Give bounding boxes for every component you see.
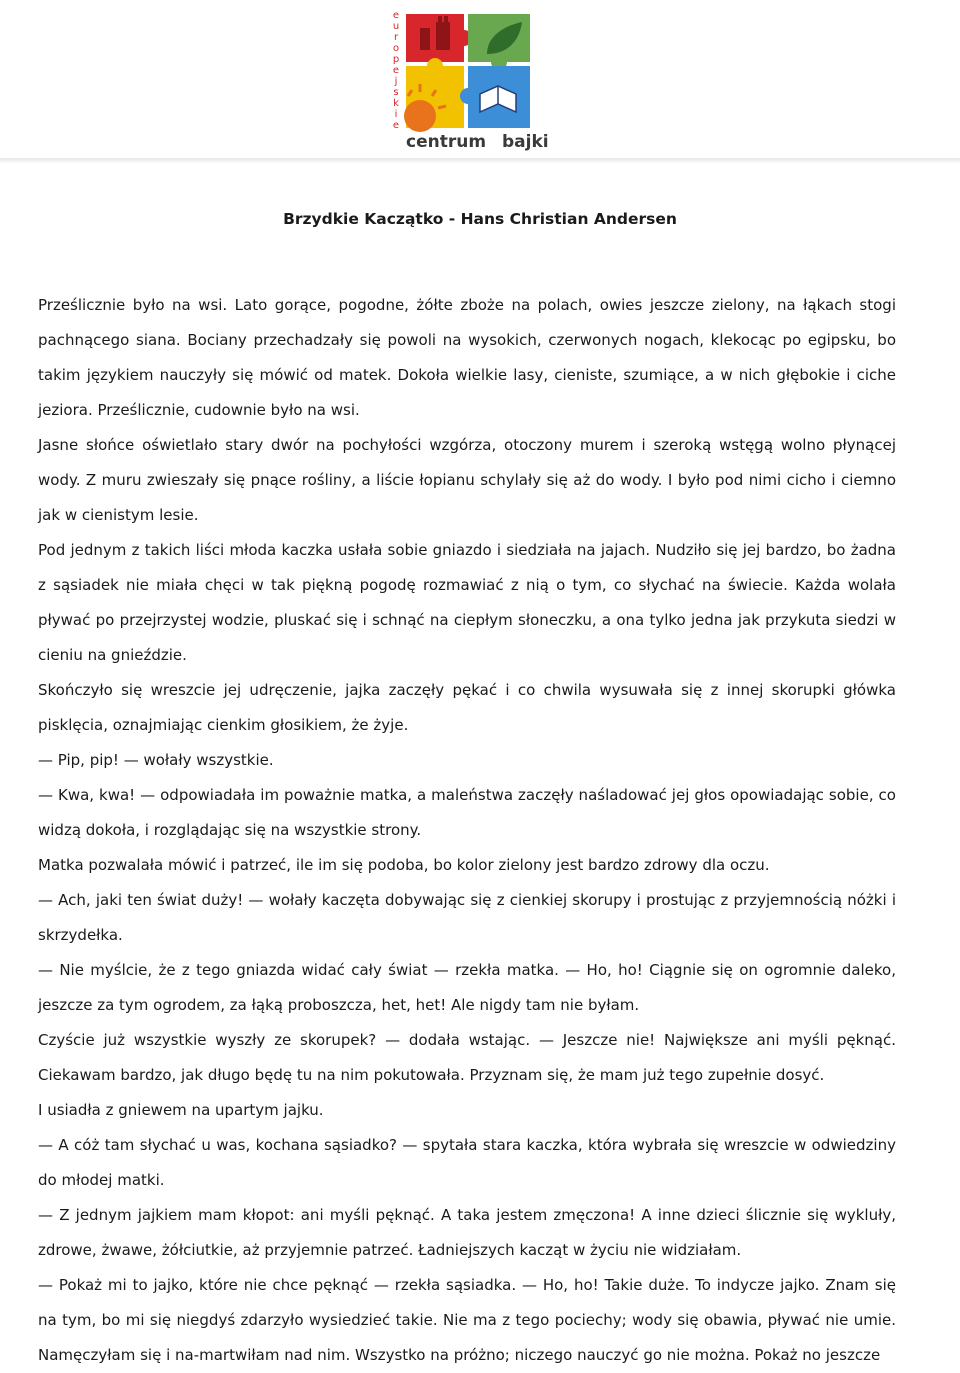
header-divider: [0, 158, 960, 164]
story-paragraph: — Nie myślcie, że z tego gniazda widać cały świat — rzekła matka. — Ho, ho! Ciągnie się on ogromnie daleko, jeszcze za tym ogrodem, za łąką proboszcza, het, het! Ale nigdy tam nie byłam.: [38, 961, 896, 1014]
story-paragraph: Jasne słońce oświetlało stary dwór na pochyłości wzgórza, otoczony murem i szeroką wstęgą wolno płynącej wody. Z muru zwieszały się pnące rośliny, a liście łopianu schylały się aż do wody. I było pod nimi cicho i ciemno jak w cienistym lesie.: [38, 436, 896, 524]
story-paragraph: Matka pozwalała mówić i patrzeć, ile im się podoba, bo kolor zielony jest bardzo zdrowy dla oczu.: [38, 856, 770, 874]
story-paragraph: I usiadła z gniewem na upartym jajku.: [38, 1101, 324, 1119]
red-puzzle-piece: [406, 14, 464, 62]
puzzle-logo-graphic: [384, 4, 564, 154]
logo-letter: e: [392, 120, 400, 131]
story-paragraph: Prześlicznie było na wsi. Lato gorące, pogodne, żółte zboże na polach, owies jeszcze zielony, na łąkach stogi pachnącego siana. Bociany przechadzały się powoli na wysokich, czerwonych nogach, klekocąc po egipsku, bo takim językiem nauczyły się mówić od matek. Dokoła wielkie lasy, cieniste, szumiące, a w nich głębokie i ciche jeziora. Prześlicznie, cudownie było na wsi.: [38, 296, 896, 419]
logo-letter: r: [393, 32, 399, 43]
logo-letter: k: [393, 98, 399, 109]
centrum-bajki-logo[interactable]: [384, 4, 564, 154]
logo-letter: s: [393, 87, 399, 98]
story-paragraph: — Kwa, kwa! — odpowiadała im poważnie matka, a maleństwa zaczęły naśladować jej głos opowiadając sobie, co widzą dokoła, i rozglądając się na wszystkie strony.: [38, 786, 896, 839]
logo-letter: j: [394, 76, 398, 87]
story-body: [38, 288, 896, 1373]
story-paragraph: Pod jednym z takich liści młoda kaczka usłała sobie gniazdo i siedziała na jajach. Nudziło się jej bardzo, bo żadna z sąsiadek nie miała chęci w tak piękną pogodę rozmawiać z nią o tym, co słychać na świecie. Każda wolała pływać po przejrzystej wodzie, pluskać się i schnąć na ciepłym słoneczku, a ona tylko jedna jak przykuta siedzi w cieniu na gnieździe.: [38, 541, 896, 664]
sun-icon: [404, 100, 436, 132]
story-title: Brzydkie Kaczątko - Hans Christian Andersen: [283, 210, 677, 228]
logo-letter: e: [392, 10, 400, 21]
page-header: [0, 0, 960, 165]
story-paragraph: — Ach, jaki ten świat duży! — wołały kaczęta dobywając się z cienkiej skorupy i prostując z przyjemnością nóżki i skrzydełka.: [38, 891, 896, 944]
story-paragraph: — Pokaż mi to jajko, które nie chce pęknąć — rzekła sąsiadka. — Ho, ho! Takie duże. To indycze jajko. Znam się na tym, bo mi się niegdyś zdarzyło wysiedzieć takie. Nie ma z tego pociechy; wody się obawia, pływać nie umie. Namęczyłam się i na-martwiłam nad nim. Wszystko na próżno; niczego nauczyć go nie można. Pokaż no jeszcze: [38, 1276, 896, 1364]
logo-word-centrum: centrum: [406, 132, 487, 152]
logo-word-bajki: bajki: [502, 132, 549, 152]
logo-letter: u: [392, 21, 400, 32]
logo-letter: e: [392, 65, 400, 76]
logo-letter: i: [394, 109, 398, 120]
story-paragraph: — Pip, pip! — wołały wszystkie.: [38, 751, 274, 769]
logo-letter: p: [392, 54, 400, 65]
logo-letter: o: [392, 43, 400, 54]
story-paragraph: — A cóż tam słychać u was, kochana sąsiadko? — spytała stara kaczka, która wybrała się wreszcie w odwiedziny do młodej matki.: [38, 1136, 896, 1189]
story-paragraph: — Z jednym jajkiem mam kłopot: ani myśli pęknąć. A taka jestem zmęczona! A inne dzieci ślicznie się wykluły, zdrowe, żwawe, żółciutkie, aż przyjemnie patrzeć. Ładniejszych kacząt w życiu nie widziałam.: [38, 1206, 896, 1259]
story-paragraph: Czyście już wszystkie wyszły ze skorupek? — dodała wstając. — Jeszcze nie! Największe ani myśli pęknąć. Ciekawam bardzo, jak długo będę tu na nim pokutowała. Przyznam się, że mam już tego zupełnie dosyć.: [38, 1031, 896, 1084]
story-paragraph: Skończyło się wreszcie jej udręczenie, jajka zaczęły pękać i co chwila wysuwała się z innej skorupki główka pisklęcia, oznajmiając cienkim głosikiem, że żyje.: [38, 681, 896, 734]
